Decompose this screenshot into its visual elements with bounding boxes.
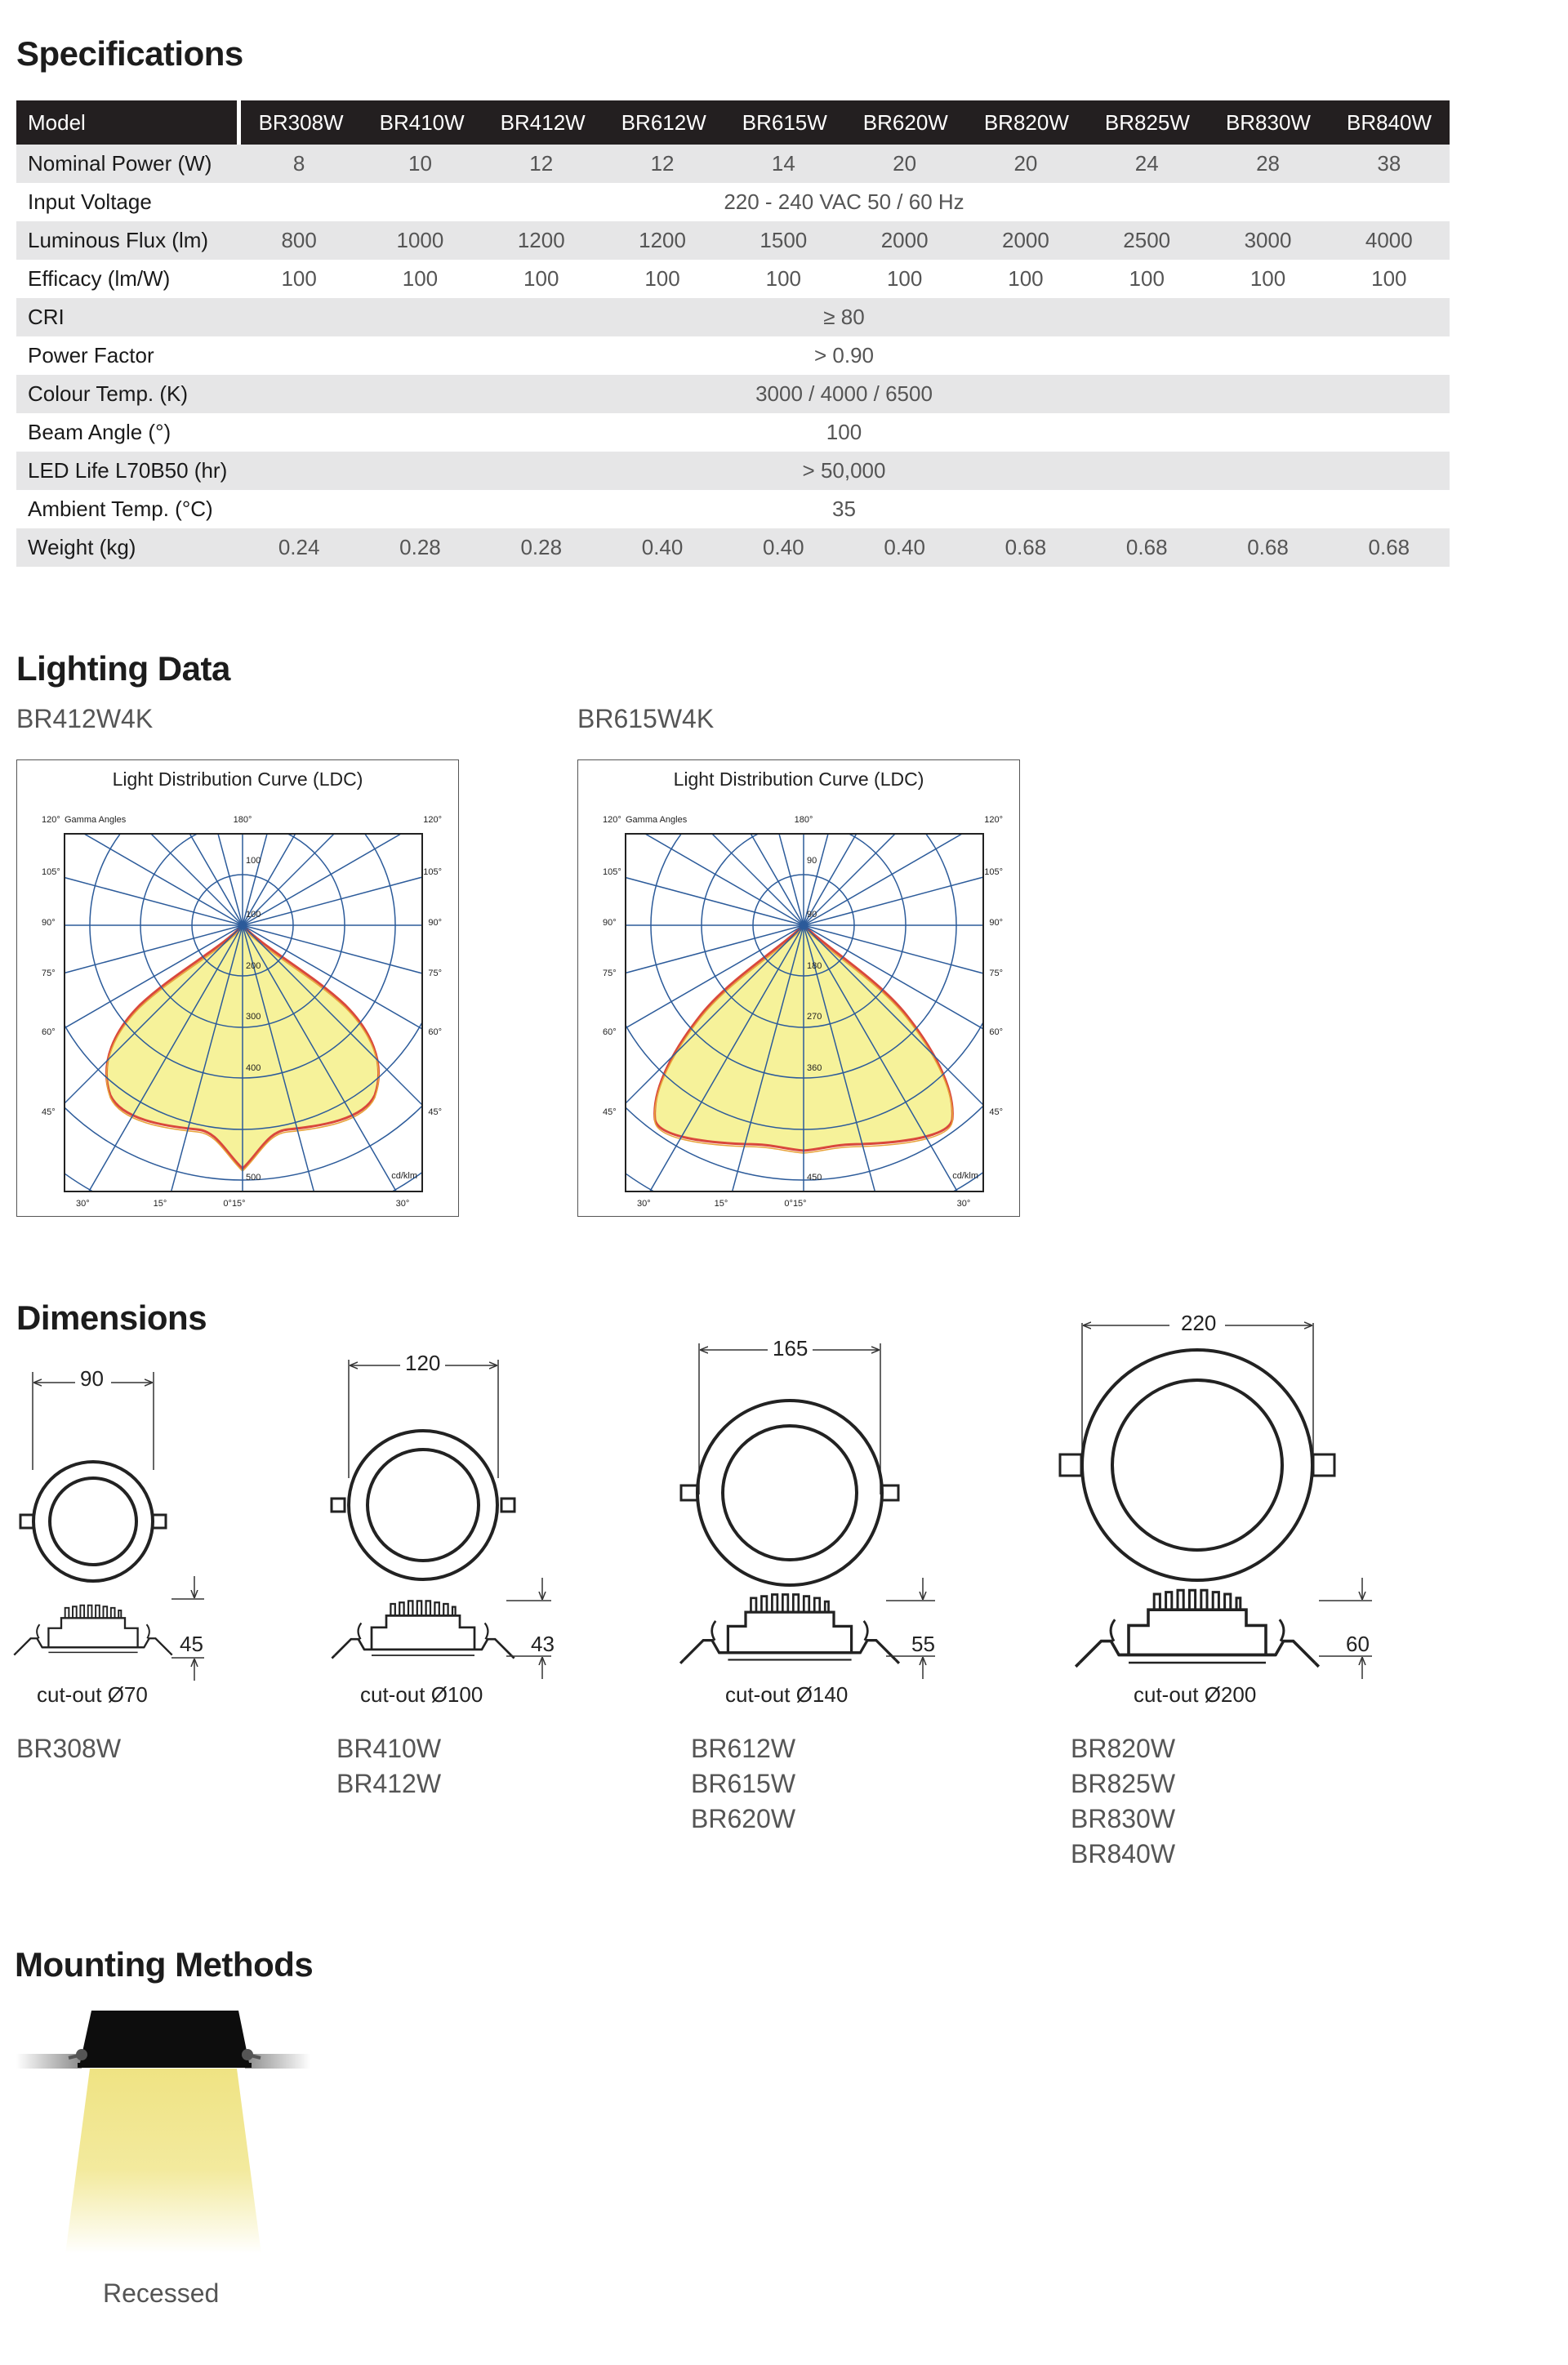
table-cell: 14 xyxy=(771,151,795,176)
ldc-label: 75° xyxy=(428,969,442,978)
table-cell: 24 xyxy=(1134,151,1159,176)
ldc-label: 450 xyxy=(807,1173,822,1182)
ldc-label: 105° xyxy=(603,867,621,877)
ldc-label: 270 xyxy=(807,1012,822,1022)
ldc-label: 200 xyxy=(246,961,261,971)
model-name: BR840W xyxy=(1071,1839,1176,1868)
dimension-br410w xyxy=(332,1360,551,1679)
ldc-label: 30° xyxy=(956,1199,971,1209)
ldc-label: 60° xyxy=(603,1027,617,1037)
ldc-label: 0°15° xyxy=(223,1199,246,1209)
dimensions-heading: Dimensions xyxy=(16,1298,207,1337)
ldc-label: Gamma Angles xyxy=(65,815,127,825)
header-model-label: Model xyxy=(16,100,241,145)
dimension-model-list xyxy=(16,1731,121,1766)
table-cell: 2000 xyxy=(1002,228,1049,252)
table-cell: 8 xyxy=(292,151,305,176)
ldc-label: 120° xyxy=(423,815,442,825)
model-header: BR620W xyxy=(862,109,948,135)
table-cell: 12 xyxy=(650,151,675,176)
height-label: 55 xyxy=(911,1632,935,1656)
diameter-label: 165 xyxy=(773,1336,808,1361)
ldc-polar-plot xyxy=(17,760,458,1216)
ldc-label: 500 xyxy=(246,1173,261,1182)
table-row xyxy=(16,528,1450,567)
ldc-model-label: BR615W4K xyxy=(577,704,715,733)
ldc-chart-br412w4k xyxy=(16,759,459,1217)
dimension-model-list xyxy=(336,1731,441,1802)
table-row xyxy=(16,375,1450,413)
table-cell-span: 220 - 240 VAC 50 / 60 Hz xyxy=(724,189,964,214)
row-label: Beam Angle (°) xyxy=(28,420,172,444)
ldc-label: 90 xyxy=(807,856,817,866)
model-header: BR308W xyxy=(258,109,344,135)
ldc-label: 100 xyxy=(246,856,261,866)
table-body xyxy=(16,145,1450,567)
ldc-label: cd/klm xyxy=(952,1171,978,1181)
table-cell: 2500 xyxy=(1123,228,1171,252)
table-cell: 100 xyxy=(1250,266,1286,291)
row-label: Ambient Temp. (°C) xyxy=(28,497,213,521)
row-label: Input Voltage xyxy=(28,189,152,214)
ldc-label: 105° xyxy=(984,867,1003,877)
table-row xyxy=(16,221,1450,260)
model-header: BR612W xyxy=(621,109,706,135)
model-name: BR612W xyxy=(691,1734,796,1763)
table-cell-span: 3000 / 4000 / 6500 xyxy=(755,381,933,406)
table-cell: 2000 xyxy=(880,228,929,252)
ldc-model-label: BR412W4K xyxy=(16,704,154,733)
lighting-data-heading: Lighting Data xyxy=(16,649,230,688)
cutout-label: cut-out Ø140 xyxy=(725,1682,849,1707)
model-name: BR830W xyxy=(1071,1804,1176,1833)
table-cell: 0.24 xyxy=(278,535,320,559)
table-cell: 0.68 xyxy=(1125,535,1168,559)
ldc-label: 90° xyxy=(989,918,1003,928)
table-row xyxy=(16,260,1450,298)
table-cell-span: ≥ 80 xyxy=(823,305,865,329)
table-cell: 20 xyxy=(1013,151,1038,176)
row-label: Luminous Flux (lm) xyxy=(28,228,209,252)
table-row xyxy=(16,490,1450,528)
table-cell: 800 xyxy=(281,228,317,252)
model-name: BR410W xyxy=(336,1734,442,1763)
ldc-label: 90 xyxy=(807,910,817,920)
ldc-label: 360 xyxy=(807,1063,822,1073)
table-cell: 1200 xyxy=(517,228,565,252)
table-cell: 0.40 xyxy=(763,535,804,559)
table-cell: 0.68 xyxy=(1247,535,1289,559)
ldc-label: 105° xyxy=(423,867,442,877)
ldc-label: 15° xyxy=(153,1199,167,1209)
ldc-label: 45° xyxy=(42,1107,56,1117)
ldc-label: 45° xyxy=(428,1107,442,1117)
row-label: Nominal Power (W) xyxy=(28,151,212,176)
diameter-label: 120 xyxy=(405,1351,441,1375)
model-name: BR620W xyxy=(691,1804,796,1833)
row-label: Efficacy (lm/W) xyxy=(28,266,171,291)
table-cell: 38 xyxy=(1377,151,1401,176)
model-header: BR820W xyxy=(983,109,1069,135)
table-cell: 100 xyxy=(402,266,439,291)
table-cell-span: 35 xyxy=(832,497,856,521)
table-cell: 1200 xyxy=(639,228,686,252)
table-cell: 1000 xyxy=(396,228,444,252)
table-row xyxy=(16,452,1450,490)
mounting-methods-heading: Mounting Methods xyxy=(15,1945,314,1984)
diameter-label: 220 xyxy=(1181,1311,1217,1335)
height-label: 60 xyxy=(1346,1632,1370,1656)
table-cell-span: > 0.90 xyxy=(813,343,874,367)
dimension-br612w xyxy=(680,1343,935,1679)
ldc-label: 30° xyxy=(76,1199,90,1209)
model-header: BR840W xyxy=(1346,109,1432,135)
model-header: BR412W xyxy=(500,109,586,135)
ldc-chart-br615w4k xyxy=(577,759,1020,1217)
model-name: BR825W xyxy=(1071,1769,1176,1798)
ldc-label: 105° xyxy=(42,867,60,877)
table-cell: 10 xyxy=(408,151,432,176)
ldc-label: 75° xyxy=(42,969,56,978)
dimension-br308w xyxy=(14,1372,204,1681)
table-cell: 100 xyxy=(523,266,559,291)
table-cell: 4000 xyxy=(1365,228,1413,252)
ldc-label: 30° xyxy=(637,1199,651,1209)
table-cell: 0.68 xyxy=(1368,535,1410,559)
table-row xyxy=(16,413,1450,452)
table-cell: 12 xyxy=(529,151,554,176)
recessed-mounting-illustration xyxy=(0,1993,343,2287)
row-label: Colour Temp. (K) xyxy=(28,381,189,406)
ldc-label: 90° xyxy=(42,918,56,928)
table-row xyxy=(16,336,1450,375)
table-row xyxy=(16,145,1450,183)
table-cell: 0.68 xyxy=(1004,535,1047,559)
row-label: Power Factor xyxy=(28,343,154,367)
height-label: 45 xyxy=(180,1632,203,1656)
table-cell: 0.40 xyxy=(884,535,925,559)
table-cell: 100 xyxy=(1008,266,1044,291)
cutout-label: cut-out Ø70 xyxy=(37,1682,148,1707)
model-header: BR615W xyxy=(742,109,827,135)
table-cell: 1500 xyxy=(760,228,808,252)
table-cell: 100 xyxy=(1129,266,1165,291)
ldc-title: Light Distribution Curve (LDC) xyxy=(673,768,924,790)
cutout-label: cut-out Ø100 xyxy=(360,1682,483,1707)
ldc-label: 120° xyxy=(603,815,621,825)
dimension-model-list xyxy=(691,1731,795,1837)
table-cell: 0.40 xyxy=(641,535,684,559)
ldc-label: 60° xyxy=(989,1027,1003,1037)
model-name: BR820W xyxy=(1071,1734,1176,1763)
ldc-label: 45° xyxy=(989,1107,1003,1117)
dimension-br820w xyxy=(1060,1323,1372,1679)
model-header: BR410W xyxy=(379,109,465,135)
table-row xyxy=(16,183,1450,221)
ldc-label: 90° xyxy=(428,918,442,928)
ldc-title: Light Distribution Curve (LDC) xyxy=(112,768,363,790)
table-cell-span: > 50,000 xyxy=(802,458,886,483)
model-header: BR825W xyxy=(1104,109,1190,135)
model-name: BR615W xyxy=(691,1769,796,1798)
table-cell: 100 xyxy=(765,266,802,291)
table-cell: 0.28 xyxy=(520,535,563,559)
ldc-label: cd/klm xyxy=(391,1171,417,1181)
dimension-model-list xyxy=(1071,1731,1175,1872)
cutout-label: cut-out Ø200 xyxy=(1134,1682,1257,1707)
ldc-label: 120° xyxy=(984,815,1003,825)
table-cell: 3000 xyxy=(1244,228,1292,252)
model-name: BR412W xyxy=(336,1769,442,1798)
table-cell: 0.28 xyxy=(399,535,441,559)
ldc-label: 180° xyxy=(233,815,252,825)
table-cell: 100 xyxy=(1371,266,1407,291)
table-cell-span: 100 xyxy=(826,420,862,444)
ldc-label: 60° xyxy=(428,1027,442,1037)
ldc-label: 100 xyxy=(246,910,261,920)
ldc-label: 75° xyxy=(603,969,617,978)
specifications-table xyxy=(16,100,1450,567)
model-header: BR830W xyxy=(1225,109,1311,135)
table-cell: 100 xyxy=(644,266,680,291)
table-cell: 100 xyxy=(281,266,317,291)
table-cell: 28 xyxy=(1256,151,1280,176)
table-cell: 100 xyxy=(886,266,923,291)
mounting-method-label: Recessed xyxy=(103,2278,220,2308)
ldc-label: 45° xyxy=(603,1107,617,1117)
ldc-label: 15° xyxy=(714,1199,728,1209)
model-name: BR308W xyxy=(16,1734,122,1763)
row-label: CRI xyxy=(28,305,65,329)
ldc-label: 90° xyxy=(603,918,617,928)
ldc-label: 300 xyxy=(246,1012,261,1022)
ldc-label: 180 xyxy=(807,961,822,971)
ldc-label: 30° xyxy=(395,1199,410,1209)
ldc-label: 0°15° xyxy=(784,1199,807,1209)
ldc-label: Gamma Angles xyxy=(626,815,688,825)
height-label: 43 xyxy=(531,1632,555,1656)
diameter-label: 90 xyxy=(80,1366,104,1391)
row-label: LED Life L70B50 (hr) xyxy=(28,458,228,483)
table-header-row xyxy=(16,100,1450,145)
row-label: Weight (kg) xyxy=(28,535,136,559)
ldc-polar-plot xyxy=(578,760,1019,1216)
ldc-label: 75° xyxy=(989,969,1003,978)
ldc-label: 180° xyxy=(794,815,813,825)
specifications-heading: Specifications xyxy=(16,34,243,73)
ldc-label: 400 xyxy=(246,1063,261,1073)
ldc-label: 60° xyxy=(42,1027,56,1037)
table-row xyxy=(16,298,1450,336)
table-cell: 20 xyxy=(893,151,917,176)
ldc-label: 120° xyxy=(42,815,60,825)
